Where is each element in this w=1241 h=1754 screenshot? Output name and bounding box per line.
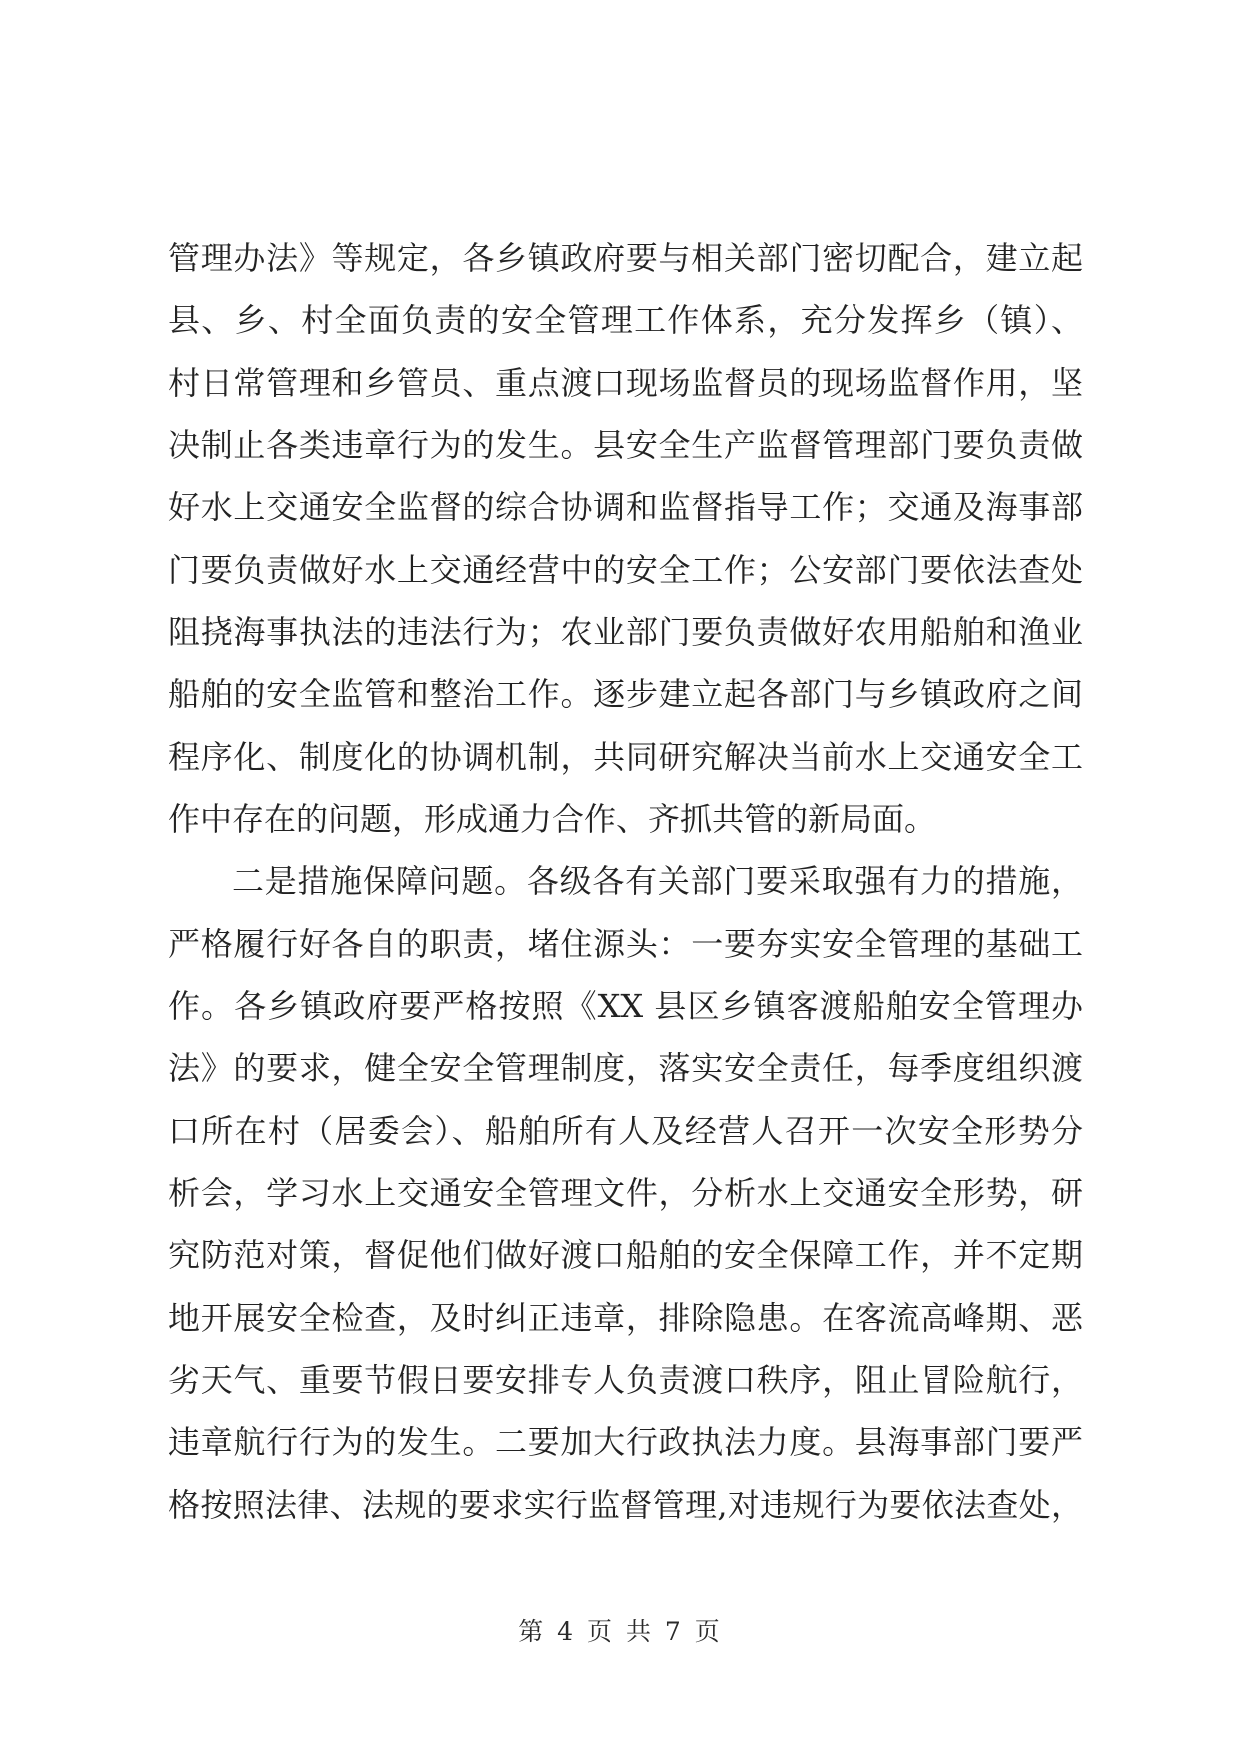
- text-line: 县、乡、村全面负责的安全管理工作体系，充分发挥乡（镇）、: [168, 301, 1083, 340]
- text-line: 法》的要求，健全安全管理制度，落实安全责任，每季度组织渡: [168, 1049, 1083, 1088]
- text-line: 程序化、制度化的协调机制，共同研究解决当前水上交通安全工: [168, 737, 1083, 776]
- text-line: 作。各乡镇政府要严格按照《XX 县区乡镇客渡船舶安全管理办: [168, 986, 1083, 1025]
- text-line: 劣天气、重要节假日要安排专人负责渡口秩序，阻止冒险航行，: [168, 1360, 1083, 1399]
- text-line: 作中存在的问题，形成通力合作、齐抓共管的新局面。: [168, 799, 937, 838]
- text-line: 二是措施保障问题。各级各有关部门要采取强有力的措施，: [232, 862, 1083, 901]
- page-footer: [0, 1612, 1241, 1648]
- text-line: 地开展安全检查，及时纠正违章，排除隐患。在客流高峰期、恶: [168, 1298, 1083, 1337]
- text-line: 析会，学习水上交通安全管理文件，分析水上交通安全形势，研: [168, 1173, 1083, 1212]
- text-line: 格按照法律、法规的要求实行监督管理,对违规行为要依法查处，: [168, 1485, 1083, 1524]
- text-line: 阻挠海事执法的违法行为；农业部门要负责做好农用船舶和渔业: [168, 612, 1083, 651]
- text-line: 村日常管理和乡管员、重点渡口现场监督员的现场监督作用，坚: [168, 363, 1083, 402]
- document-body: [168, 227, 1083, 1536]
- page-number-label: 第 4 页 共 7 页: [518, 1617, 723, 1646]
- text-line: 究防范对策，督促他们做好渡口船舶的安全保障工作，并不定期: [168, 1236, 1083, 1275]
- text-line: 管理办法》等规定，各乡镇政府要与相关部门密切配合，建立起: [168, 239, 1083, 277]
- text-line: 好水上交通安全监督的综合协调和监督指导工作；交通及海事部: [168, 488, 1083, 527]
- text-line: 违章航行行为的发生。二要加大行政执法力度。县海事部门要严: [168, 1423, 1083, 1462]
- text-line: 门要负责做好水上交通经营中的安全工作；公安部门要依法查处: [168, 550, 1083, 589]
- text-line: 严格履行好各自的职责，堵住源头：一要夯实安全管理的基础工: [168, 924, 1083, 963]
- text-line: 船舶的安全监管和整治工作。逐步建立起各部门与乡镇政府之间: [168, 675, 1083, 714]
- text-line: 口所在村（居委会）、船舶所有人及经营人召开一次安全形势分: [168, 1111, 1083, 1150]
- text-line: 决制止各类违章行为的发生。县安全生产监督管理部门要负责做: [168, 425, 1083, 464]
